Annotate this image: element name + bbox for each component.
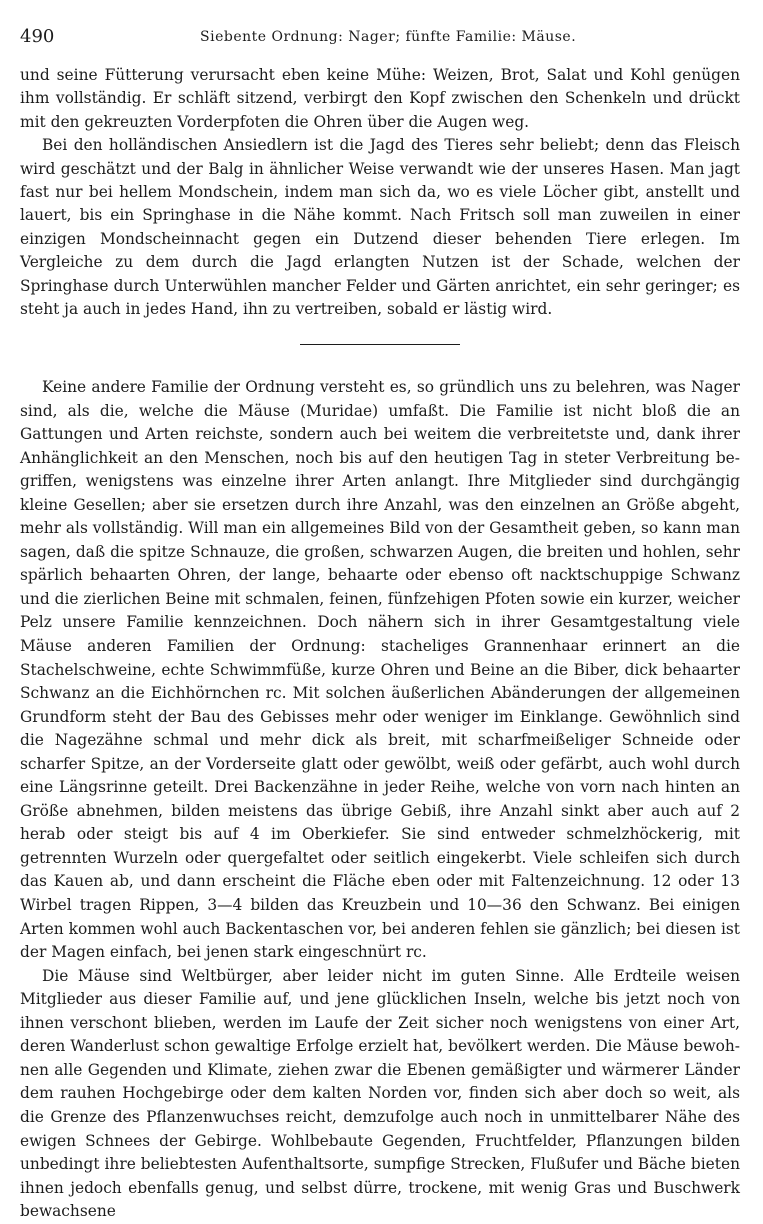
body-paragraph: und seine Fütterung verursacht eben keine Mühe: Weizen, Brot, Salat und Kohl genügen ihm vollständig. Er schläft sitzend, verbirgt den Kopf zwischen den Schenkeln und drückt mit den gekreuzten Vorderpfoten die Ohren über die Augen weg. xyxy=(20,66,740,131)
section-springhase-continuation xyxy=(20,64,740,321)
book-page xyxy=(20,26,740,1221)
body-paragraph: Bei den holländischen Ansiedlern ist die Jagd des Tieres sehr beliebt; denn das Fleisch wird geschätzt und der Balg in ähnlicher Weise verwandt wie der unseres Hasen. Man jagt fast nur bei hellem Mondschein, indem man sich da, wo es viele Löcher gibt, anstellt und lauert, bis ein Springhase in die Nähe kommt. Nach Fritsch soll man zuweilen in einer einzigen Mondscheinnacht gegen ein Dutzend dieser behenden Tiere erlegen. Im Vergleiche zu dem durch die Jagd erlangten Nutzen ist der Schade, welchen der Springhase durch Unterwühlen mancher Felder und Gärten anrichtet, ein sehr geringer; es steht ja auch in jedes Hand, ihn zu vertreiben, sobald er lästig wird. xyxy=(20,136,740,319)
section-divider xyxy=(300,344,460,345)
body-paragraph: Die Mäuse sind Weltbürger, aber leider nicht im guten Sinne. Alle Erdteile weisen Mitglieder aus dieser Familie auf, und jene glücklichen Inseln, welche bis jetzt noch von ihnen verschont blieben, werden im Laufe der Zeit sicher noch wenigstens von einer Art, deren Wanderlust schon gewaltige Erfolge erzielt hat, bevölkert werden. Die Mäuse bewohnen alle Gegenden und Klimate, ziehen zwar die Ebenen gemäßigter und wärmerer Länder dem rauhen Hochgebirge oder dem kalten Norden vor, finden sich aber doch so weit, als die Grenze des Pflanzenwuchses reicht, demzufolge auch noch in unmittelbarer Nähe des ewigen Schnees der Gebirge. Wohlbebaute Gegenden, Fruchtfelder, Pflanzungen bilden unbedingt ihre beliebtesten Aufenthaltsorte, sumpfige Strecken, Flußufer und Bäche bieten ihnen jedoch ebenfalls genug, und selbst dürre, trockene, mit wenig Gras und Buschwerk bewachsene xyxy=(20,966,740,1221)
page-number: 490 xyxy=(20,26,55,47)
section-mice-family xyxy=(20,376,740,1224)
running-title: Siebente Ordnung: Nager; fünfte Familie: Mäuse. xyxy=(200,29,577,45)
body-paragraph: Keine andere Familie der Ordnung versteht es, so gründlich uns zu belehren, was Nager sind, als die, welche die Mäuse (Muridae) umfaßt. Die Familie ist nicht bloß die an Gattungen und Arten reichste, sondern auch bei weitem die verbreitetste und, dank ihrer Anhänglichkeit an den Menschen, noch bis auf den heutigen Tag in steter Verbreitung begriffen, wenigstens was einzelne ihrer Arten anlangt. Ihre Mitglieder sind durchgängig kleine Gesellen; aber sie ersetzen durch ihre Anzahl, was den einzelnen an Größe abgeht, mehr als vollständig. Will man ein allgemeines Bild von der Gesamtheit geben, so kann man sagen, daß die spitze Schnauze, die großen, schwarzen Augen, die breiten und hohlen, sehr spärlich behaarten Ohren, der lange, behaarte oder ebenso oft nacktschuppige Schwanz und die zierlichen Beine mit schmalen, feinen, fünfzehigen Pfoten sowie ein kurzer, weicher Pelz unsere Familie kennzeichnen. Doch nähern sich in ihrer Gesamtgestaltung viele Mäuse anderen Familien der Ordnung: stacheliges Grannenhaar erinnert an die Stachelschweine, echte Schwimmfüße, kurze Ohren und Beine an die Biber, dick behaarter Schwanz an die Eichhörnchen rc. Mit solchen äußerlichen Abänderungen der allgemeinen Grundform steht der Bau des Gebisses mehr oder weniger im Einklange. Gewöhnlich sind die Nagezähne schmal und mehr dick als breit, mit scharfmeißeliger Schneide oder scharfer Spitze, an der Vorderseite glatt oder gewölbt, weiß oder gefärbt, auch wohl durch eine Längsrinne geteilt. Drei Backenzähne in jeder Reihe, welche von vorn nach hinten an Größe abnehmen, bilden meistens das übrige Gebiß, ihre Anzahl sinkt aber auch auf 2 herab oder steigt bis auf 4 im Oberkiefer. Sie sind entweder schmelzhöckerig, mit getrennten Wurzeln oder quergefaltet oder seitlich eingekerbt. Viele schleifen sich durch das Kauen ab, und dann erscheint die Fläche eben oder mit Faltenzeichnung. 12 oder 13 Wirbel tragen Rippen, 3—4 bilden das Kreuzbein und 10—36 den Schwanz. Bei einigen Arten kommen wohl auch Backentaschen vor, bei anderen fehlen sie gänzlich; bei diesen ist der Magen einfach, bei jenen stark eingeschnürt rc. xyxy=(20,378,740,962)
running-head xyxy=(20,26,740,56)
